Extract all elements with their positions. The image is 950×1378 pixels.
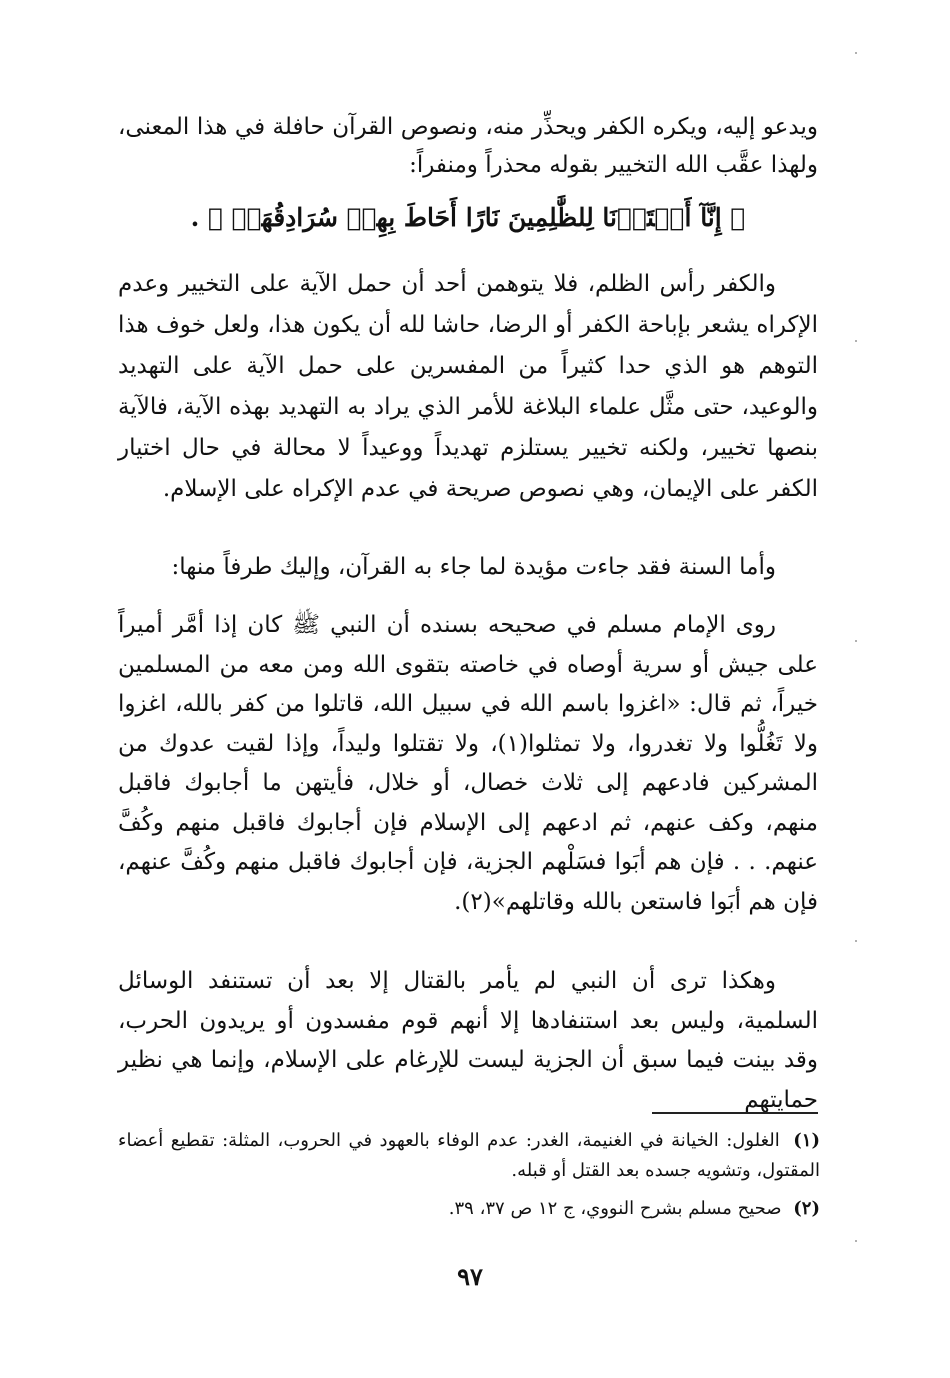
footnote-2-number: (٢) (793, 1198, 820, 1219)
footnote-2-text: صحيح مسلم بشرح النووي، ج ١٢ ص ٣٧، ٣٩. (448, 1198, 782, 1219)
footnote-1-number: (١) (793, 1130, 820, 1151)
footnote-separator (652, 1112, 818, 1114)
margin-mark (855, 340, 857, 342)
footnote-1 (118, 1126, 820, 1186)
paragraph-1: ويدعو إليه، ويكره الكفر ويحذِّر منه، ونصوص القرآن حافلة في هذا المعنى، ولهذا عقَّب الله التخيير بقوله محذراً ومنفراً: (118, 114, 818, 178)
margin-mark (855, 640, 857, 642)
paragraph-4: روى الإمام مسلم في صحيحه بسنده أن النبي ﷺ كان إذا أمَّر أميراً على جيش أو سرية أوصاه في خاصته بتقوى الله ومن معه من المسلمين خيراً، ثم قال: «اغزوا باسم الله في سبيل الله، قاتلوا من كفر بالله، اغزوا ولا تَغُلُّوا ولا تغدروا، ولا تمثلوا(١)، ولا تقتلوا وليداً، وإذا لقيت عدوك من المشركين فادعهم إلى ثلاث خصال، أو خلال، فأيتهن ما أجابوك فاقبل منهم، وكف عنهم، ثم ادعهم إلى الإسلام فإن أجابوك فاقبل منهم وكُفَّ عنهم. . . فإن هم أبَوا فسَلْهم الجزية، فإن أجابوك فاقبل منهم وكُفَّ عنهم، فإن هم أبَوا فاستعن بالله وقاتلهم»(٢). (118, 612, 818, 915)
paragraph-5: وهكذا ترى أن النبي لم يأمر بالقتال إلا بعد أن تستنفد الوسائل السلمية، وليس بعد استنفادها إلا أنهم قوم مفسدون أو يريدون الحرب، وقد بينت فيما سبق أن الجزية ليست للإرغام على الإسلام، وإنما هي نظير حمايتهم (118, 968, 818, 1113)
paragraph-2: والكفر رأس الظلم، فلا يتوهمن أحد أن حمل الآية على التخيير وعدم الإكراه يشعر بإباحة الكفر أو الرضا، حاشا لله أن يكون هذا، ولعل خوف هذا التوهم هو الذي حدا كثيراً من المفسرين على حمل الآية على التهديد والوعيد، حتى مثَّل علماء البلاغة للأمر الذي يراد به التهديد بهذه الآية، فالآية بنصها تخيير، ولكنه تخيير يستلزم تهديداً ووعيداً لا محالة في حال اختيار الكفر على الإيمان، وهي نصوص صريحة في عدم الإكراه على الإسلام. (118, 271, 818, 502)
margin-mark (855, 1240, 857, 1242)
paragraph-3: وأما السنة فقد جاءت مؤيدة لما جاء به القرآن، وإليك طرفاً منها: (171, 554, 776, 580)
margin-mark (855, 940, 857, 942)
footnote-2 (118, 1194, 820, 1224)
quran-verse: ﴿ إِنَّآ أَعۡتَدۡنَا لِلظَّٰلِمِينَ نَارًا أَحَاطَ بِهِمۡ سُرَادِقُهَاۚ ﴾ . (190, 203, 746, 232)
margin-mark (855, 52, 857, 54)
page-number: ٩٧ (457, 1262, 483, 1291)
footnote-1-text: الغلول: الخيانة في الغنيمة، الغدر: عدم الوفاء بالعهود في الحروب، المثلة: تقطيع أعضاء المقتول، وتشويه جسده بعد القتل أو قبله. (118, 1130, 820, 1181)
